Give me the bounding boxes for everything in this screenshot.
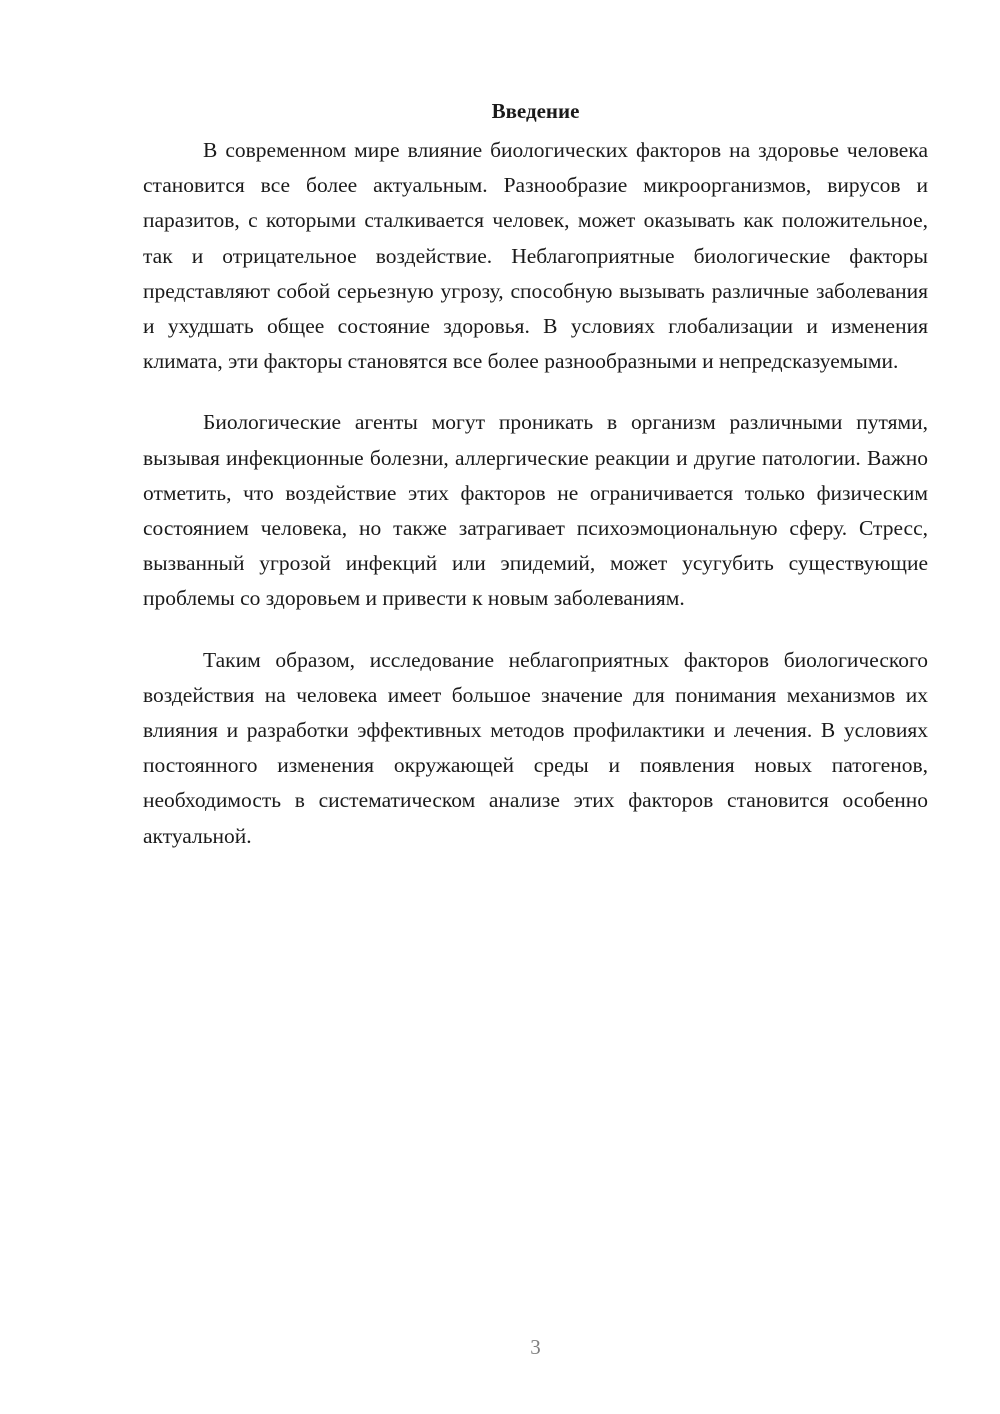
paragraph-3: Таким образом, исследование неблагоприятных факторов биологического воздействия на человека имеет большое значение для понимания механизмов их влияния и разработки эффективных методов профилактики и лечения. В условиях постоянного изменения окружающей среды и появления новых патогенов, необходимость в систематическом анализе этих факторов становится особенно актуальной. — [143, 647, 928, 848]
paragraph-2: Биологические агенты могут проникать в организм различными путями, вызывая инфекционные болезни, аллергические реакции и другие патологии. Важно отметить, что воздействие этих факторов не ограничивается только физическим состоянием человека, но также затрагивает психоэмоциональную сферу. Стресс, вызванный угрозой инфекций или эпидемий, может усугубить существующие проблемы со здоровьем и привести к новым заболеваниям. — [143, 410, 928, 611]
page-number: 3 — [530, 1335, 541, 1359]
page-content — [143, 96, 928, 880]
section-heading: Введение — [491, 99, 580, 123]
paragraph-1: В современном мире влияние биологических факторов на здоровье человека становится все более актуальным. Разнообразие микроорганизмов, вирусов и паразитов, с которыми сталкивается человек, может оказывать как положительное, так и отрицательное воздействие. Неблагоприятные биологические факторы представляют собой серьезную угрозу, способную вызывать различные заболевания и ухудшать общее состояние здоровья. В условиях глобализации и изменения климата, эти факторы становятся все более разнообразными и непредсказуемыми. — [143, 138, 928, 374]
